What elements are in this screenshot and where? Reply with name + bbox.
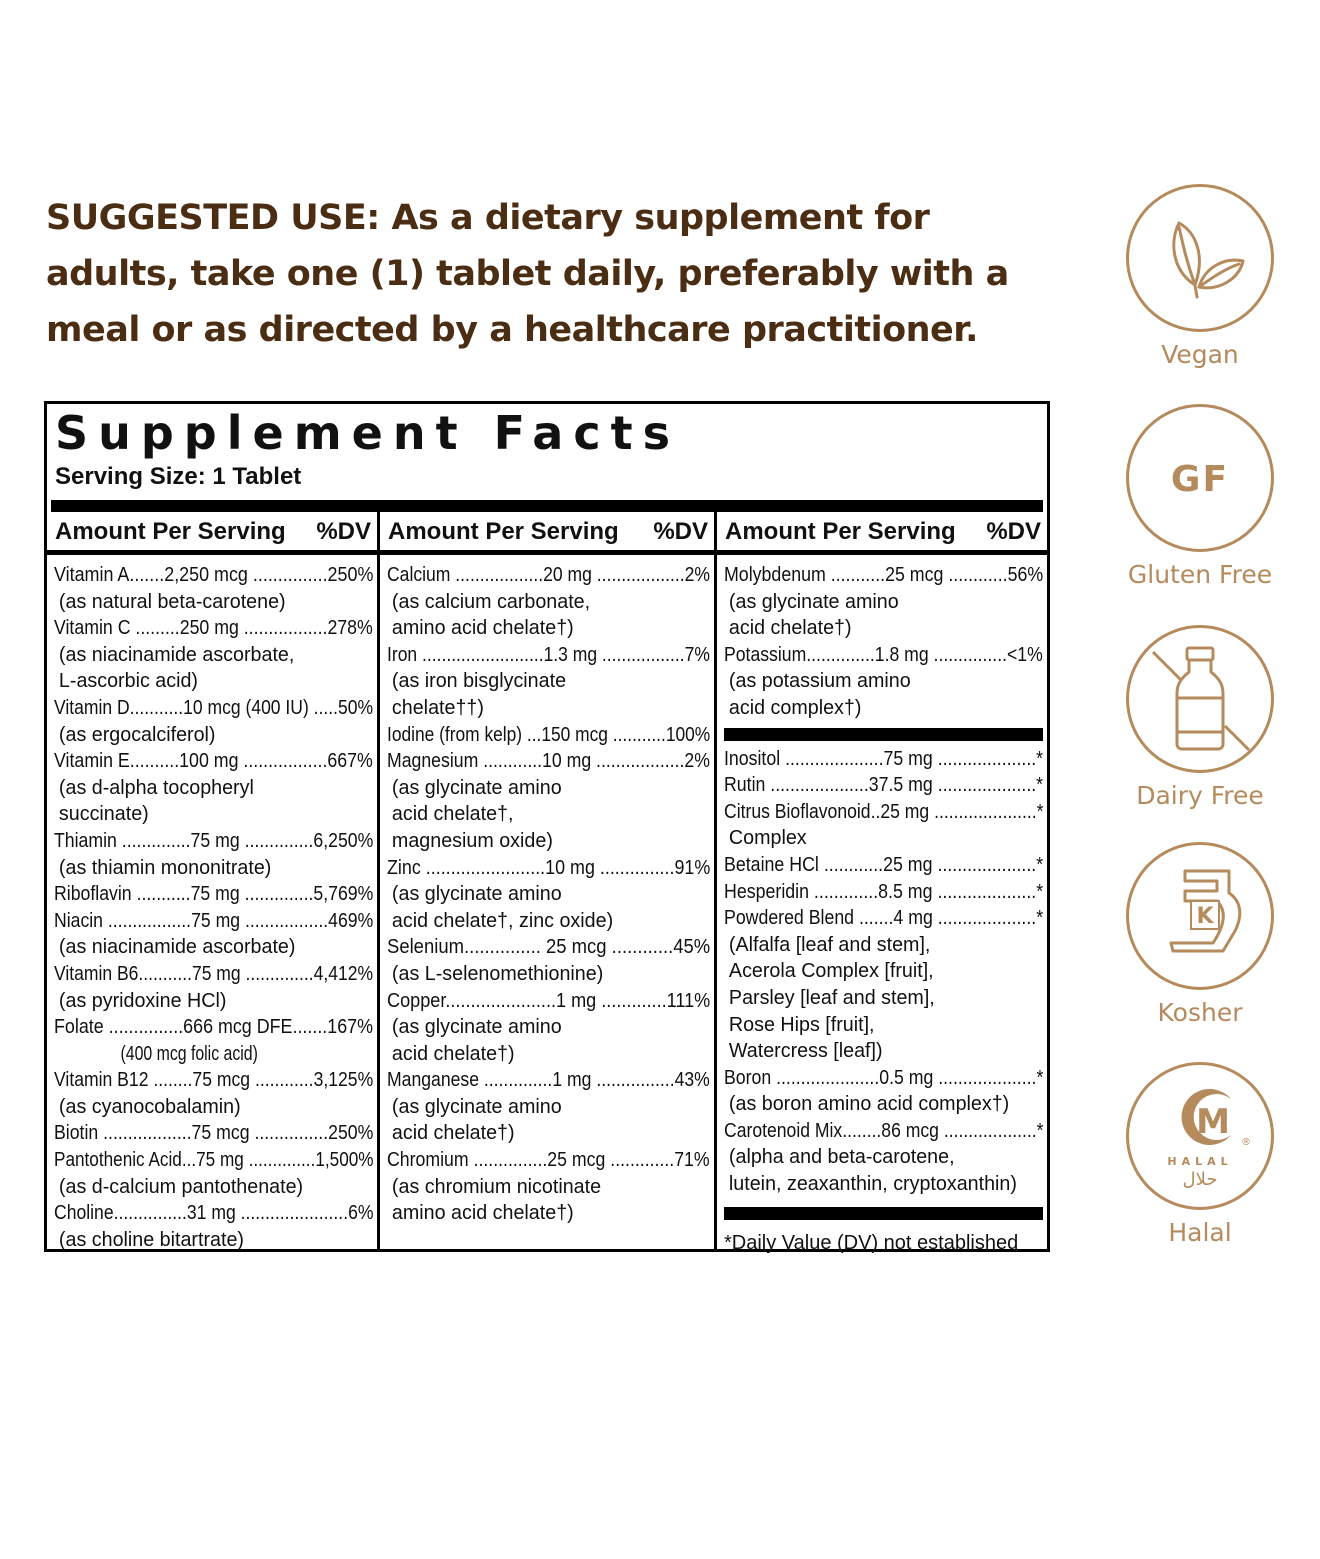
nutrient-line: (as niacinamide ascorbate, bbox=[58, 643, 295, 666]
halal-icon bbox=[1129, 1065, 1271, 1207]
section-divider bbox=[724, 728, 1043, 741]
nutrient-line: (as iron bisglycinate bbox=[391, 670, 567, 693]
nutrient-line: Vitamin E..........100 mg .................667% bbox=[54, 750, 373, 773]
nutrient-line: Manganese ..............1 mg ................43% bbox=[387, 1069, 710, 1092]
kosher-icon bbox=[1129, 845, 1271, 987]
nutrient-line: Vitamin B12 ........75 mcg ............3,125% bbox=[54, 1069, 374, 1092]
nutrient-line: (as chromium nicotinate bbox=[391, 1175, 602, 1198]
halal-badge bbox=[1122, 1062, 1278, 1247]
amount-per-serving-label: Amount Per Serving bbox=[55, 518, 286, 545]
nutrient-line: chelate††) bbox=[391, 696, 484, 719]
nutrient-line: Selenium............... 25 mcg ............45% bbox=[387, 936, 711, 959]
nutrient-line: (400 mcg folic acid) bbox=[120, 1042, 258, 1065]
nutrient-line: acid chelate†) bbox=[391, 1122, 515, 1145]
nutrient-line: Biotin ..................75 mcg ...............250% bbox=[54, 1122, 374, 1145]
nutrient-line: Vitamin C .........250 mg .................278% bbox=[54, 617, 373, 640]
header-divider bbox=[51, 500, 1043, 512]
nutrient-line: (as glycinate amino bbox=[391, 1016, 562, 1039]
nutrient-line: Inositol ....................75 mg ....................* bbox=[724, 747, 1044, 770]
nutrient-line: acid chelate†) bbox=[391, 1042, 515, 1065]
supplement-facts-panel bbox=[44, 401, 1050, 1252]
nutrient-line: (as glycinate amino bbox=[391, 776, 562, 799]
badge-label: Gluten Free bbox=[1127, 560, 1273, 589]
badge-label: Vegan bbox=[1161, 340, 1239, 369]
no-milk-icon bbox=[1129, 628, 1271, 770]
nutrient-line: lutein, zeaxanthin, cryptoxanthin) bbox=[728, 1173, 1017, 1196]
nutrient-line: (as choline bitartrate) bbox=[58, 1228, 244, 1251]
leaf-icon bbox=[1129, 187, 1271, 329]
svg-text:®: ® bbox=[1241, 1137, 1251, 1148]
nutrient-line: Powdered Blend .......4 mg ....................* bbox=[724, 907, 1044, 930]
nutrient-line: acid chelate†) bbox=[728, 617, 852, 640]
nutrient-list bbox=[54, 562, 373, 1253]
badge-label: Halal bbox=[1168, 1218, 1232, 1247]
facts-title: Supplement Facts bbox=[55, 406, 680, 460]
nutrient-line: Choline...............31 mg ......................6% bbox=[54, 1202, 374, 1225]
nutrient-line: (as d-alpha tocopheryl bbox=[58, 776, 254, 799]
nutrient-line: Vitamin D...........10 mcg (400 IU) .....50% bbox=[54, 696, 374, 719]
nutrient-line: Hesperidin .............8.5 mg ....................* bbox=[724, 880, 1044, 903]
nutrient-line: Niacin .................75 mg .................469% bbox=[54, 909, 374, 932]
nutrient-line: Copper......................1 mg .............111% bbox=[387, 989, 711, 1012]
nutrient-line: Boron .....................0.5 mg ....................* bbox=[724, 1066, 1044, 1089]
nutrient-line: Potassium..............1.8 mg ...............<1% bbox=[724, 643, 1043, 666]
nutrient-line: acid complex†) bbox=[728, 696, 862, 719]
nutrient-line: Iodine (from kelp) ...150 mcg ...........100% bbox=[387, 723, 711, 746]
nutrient-line: (as glycinate amino bbox=[728, 590, 899, 613]
nutrient-line: Vitamin B6...........75 mg ..............4,412% bbox=[54, 962, 374, 985]
nutrient-list bbox=[724, 562, 1043, 1256]
serving-size: Serving Size: 1 Tablet bbox=[55, 463, 302, 490]
nutrient-line: Betaine HCl ............25 mg ....................* bbox=[724, 853, 1044, 876]
nutrient-line: acid chelate†, bbox=[391, 803, 514, 826]
nutrient-line: Watercress [leaf]) bbox=[728, 1040, 883, 1063]
nutrient-line: (as potassium amino bbox=[728, 670, 911, 693]
nutrient-line: (as cyanocobalamin) bbox=[58, 1095, 241, 1118]
column-header bbox=[380, 512, 714, 555]
nutrient-line: (Alfalfa [leaf and stem], bbox=[728, 933, 931, 956]
nutrient-line: (as niacinamide ascorbate) bbox=[58, 936, 296, 959]
nutrient-line: Folate ...............666 mcg DFE.......167% bbox=[54, 1016, 373, 1039]
column-header bbox=[47, 512, 377, 555]
nutrient-line: Iron .........................1.3 mg .................7% bbox=[387, 643, 710, 666]
badge-label: Kosher bbox=[1157, 998, 1243, 1027]
nutrient-line: amino acid chelate†) bbox=[391, 617, 574, 640]
suggested-use-text: SUGGESTED USE: As a dietary supplement for adults, take one (1) tablet daily, preferably with a meal or as directed by a healthcare practitioner. bbox=[46, 198, 1009, 350]
nutrient-line: (as glycinate amino bbox=[391, 1095, 562, 1118]
vegan-badge bbox=[1122, 184, 1278, 369]
dv-label: %DV bbox=[653, 518, 708, 545]
nutrient-line: Parsley [leaf and stem], bbox=[728, 986, 935, 1009]
dairy-free-badge bbox=[1122, 625, 1278, 810]
nutrient-line: Thiamin ..............75 mg ..............6,250% bbox=[54, 829, 374, 852]
nutrient-line: (as thiamin mononitrate) bbox=[58, 856, 272, 879]
nutrient-line: succinate) bbox=[58, 803, 149, 826]
nutrient-line: Rose Hips [fruit], bbox=[728, 1013, 875, 1036]
gf-icon: GF bbox=[1170, 459, 1230, 500]
facts-column-3 bbox=[717, 512, 1047, 1254]
dv-label: %DV bbox=[316, 518, 371, 545]
nutrient-line: (alpha and beta-carotene, bbox=[728, 1146, 955, 1169]
nutrient-line: (as pyridoxine HCl) bbox=[58, 989, 227, 1012]
nutrient-line: Magnesium ............10 mg ..................2% bbox=[387, 750, 710, 773]
nutrient-line: Pantothenic Acid...75 mg ..............1,500% bbox=[54, 1149, 374, 1172]
nutrient-line: Chromium ...............25 mcg .............71% bbox=[387, 1149, 710, 1172]
dv-label: %DV bbox=[986, 518, 1041, 545]
dv-footnote: *Daily Value (DV) not established bbox=[724, 1231, 1019, 1254]
halal-word: HALAL bbox=[1167, 1155, 1233, 1168]
nutrient-line: Rutin ....................37.5 mg ....................* bbox=[724, 774, 1044, 797]
nutrient-line: Acerola Complex [fruit], bbox=[728, 960, 934, 983]
amount-per-serving-label: Amount Per Serving bbox=[388, 518, 619, 545]
nutrient-line: (as d-calcium pantothenate) bbox=[58, 1175, 304, 1198]
facts-column-1 bbox=[47, 512, 377, 1249]
nutrient-line: Riboflavin ...........75 mg ..............5,769% bbox=[54, 883, 374, 906]
section-divider bbox=[724, 1207, 1043, 1220]
nutrient-line: (as ergocalciferol) bbox=[58, 723, 216, 746]
nutrient-list bbox=[387, 562, 710, 1227]
nutrient-line: (as natural beta-carotene) bbox=[58, 590, 286, 613]
amount-per-serving-label: Amount Per Serving bbox=[725, 518, 956, 545]
nutrient-line: Calcium ..................20 mg ..................2% bbox=[387, 564, 711, 586]
nutrient-line: Citrus Bioflavonoid..25 mg .....................* bbox=[724, 800, 1044, 823]
nutrient-line: Vitamin A.......2,250 mcg ...............250% bbox=[54, 564, 374, 586]
nutrient-line: Molybdenum ...........25 mcg ............56% bbox=[724, 564, 1044, 586]
halal-m-letter: M bbox=[1196, 1102, 1230, 1142]
nutrient-line: magnesium oxide) bbox=[391, 829, 553, 852]
nutrient-line: Carotenoid Mix........86 mcg ...................* bbox=[724, 1119, 1044, 1142]
nutrient-line: (as glycinate amino bbox=[391, 883, 562, 906]
nutrient-line: (as L-selenomethionine) bbox=[391, 962, 604, 985]
kosher-badge bbox=[1122, 842, 1278, 1027]
nutrient-line: Zinc ........................10 mg ...............91% bbox=[387, 856, 711, 879]
halal-arabic: حلال bbox=[1182, 1169, 1218, 1190]
badge-label: Dairy Free bbox=[1136, 781, 1264, 810]
nutrient-line: amino acid chelate†) bbox=[391, 1202, 574, 1225]
nutrient-line: (as calcium carbonate, bbox=[391, 590, 591, 613]
gluten-free-badge bbox=[1122, 404, 1278, 589]
column-header bbox=[717, 512, 1047, 555]
nutrient-line: L-ascorbic acid) bbox=[58, 670, 198, 693]
nutrient-line: (as boron amino acid complex†) bbox=[728, 1093, 1010, 1116]
facts-column-2 bbox=[380, 512, 714, 1249]
nutrient-line: acid chelate†, zinc oxide) bbox=[391, 909, 614, 932]
nutrient-line: Complex bbox=[728, 827, 807, 850]
kosher-k-letter: K bbox=[1196, 904, 1214, 929]
